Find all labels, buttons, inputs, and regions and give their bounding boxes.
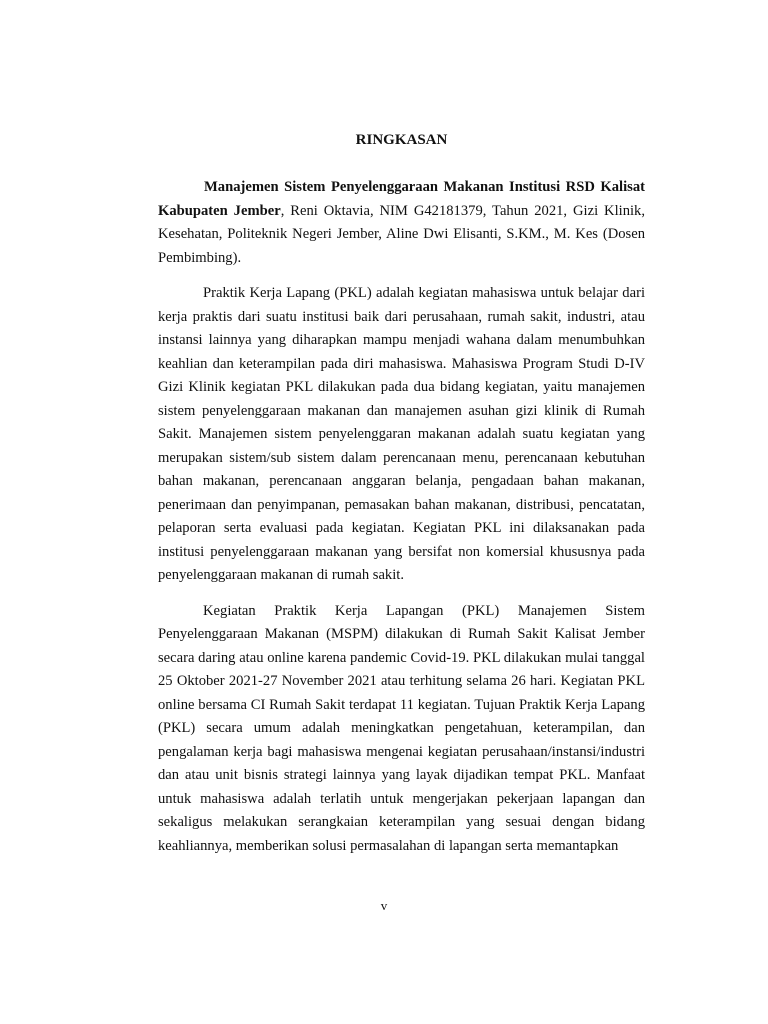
body-paragraph-1: Praktik Kerja Lapang (PKL) adalah kegiatan mahasiswa untuk belajar dari kerja praktis dari suatu institusi baik dari perusahaan, rumah sakit, industri, atau instansi lainnya yang diharapkan mampu menjadi wahana dalam menumbuhkan keahlian dan keterampilan pada diri mahasiswa. Mahasiswa Program Studi D-IV Gizi Klinik kegiatan PKL dilakukan pada dua bidang kegiatan, yaitu manajemen sistem penyelenggaraan makanan dan manajemen asuhan gizi klinik di Rumah Sakit. Manajemen sistem penyelenggaran makanan adalah suatu kegiatan yang merupakan sistem/sub sistem dalam perencanaan menu, perencanaan kebutuhan bahan makanan, perencanaan anggaran belanja, pengadaan bahan makanan, penerimaan dan penyimpanan, pemasakan bahan makanan, distribusi, pencatatan, pelaporan serta evaluasi pada kegiatan. Kegiatan PKL ini dilaksanakan pada institusi penyelenggaraan makanan yang bersifat non komersial khususnya pada penyelenggaraan makanan di rumah sakit. xyxy=(158,285,645,583)
document-page xyxy=(158,128,645,870)
page-title: RINGKASAN xyxy=(355,132,448,148)
body-paragraph-2: Kegiatan Praktik Kerja Lapangan (PKL) Manajemen Sistem Penyelenggaraan Makanan (MSPM) dilakukan di Rumah Sakit Kalisat Jember secara daring atau online karena pandemic Covid-19. PKL dilakukan mulai tanggal 25 Oktober 2021-27 November 2021 atau terhitung selama 26 hari. Kegiatan PKL online bersama CI Rumah Sakit terdapat 11 kegiatan. Tujuan Praktik Kerja Lapang (PKL) secara umum adalah meningkatkan pengetahuan, keterampilan, dan pengalaman kerja bagi mahasiswa mengenai kegiatan perusahaan/instansi/industri dan atau unit bisnis strategi lainnya yang layak dijadikan tempat PKL. Manfaat untuk mahasiswa adalah terlatih untuk mengerjakan pekerjaan lapangan dan sekaligus melakukan serangkaian keterampilan yang sesuai dengan bidang keahliannya, memberikan solusi permasalahan di lapangan serta memantapkan xyxy=(158,602,645,854)
summary-details: , Reni Oktavia, NIM G42181379, Tahun 2021, Gizi Klinik, Kesehatan, Politeknik Negeri Jember, Aline Dwi Elisanti, S.KM., M. Kes (Dosen Pembimbing). xyxy=(158,202,645,266)
summary-paragraph xyxy=(158,176,645,270)
page-number: v xyxy=(380,898,388,913)
summary-title: Manajemen Sistem Penyelenggaraan Makanan Institusi RSD Kalisat Kabupaten Jember xyxy=(158,179,645,219)
